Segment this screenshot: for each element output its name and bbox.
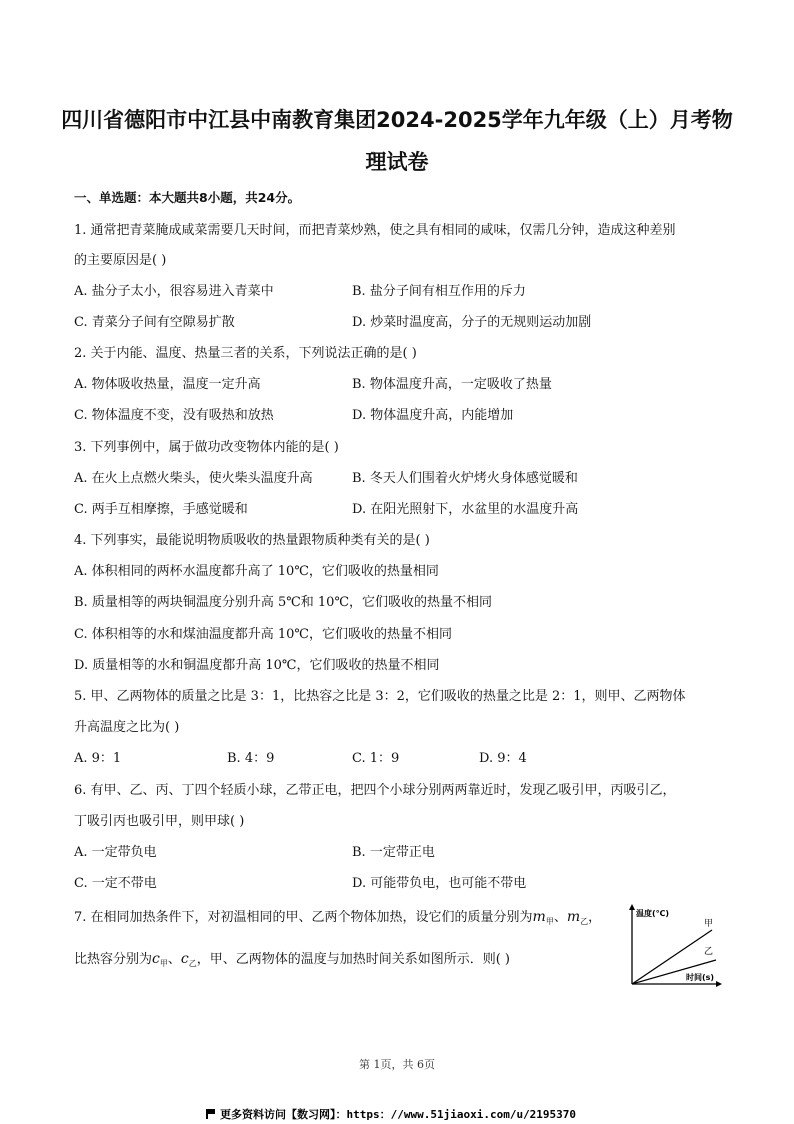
q1-stem-line1: 1. 通常把青菜腌成咸菜需要几天时间，而把青菜炒熟，使之具有相同的咸味，仅需几分钟，造成这种差别	[74, 223, 676, 238]
q7-c-separator: 、	[167, 952, 181, 967]
q6-option-a: A. 一定带负电	[74, 845, 157, 860]
q7-c-symbol-jia: c	[152, 951, 160, 967]
q7-comma: ，	[588, 910, 602, 925]
q5-option-a: A. 9：1	[74, 751, 122, 766]
q5-option-c: C. 1：9	[352, 751, 400, 766]
page-footer: 第 1页，共 6页	[359, 1058, 435, 1071]
graph-x-label: 时间(s)	[686, 973, 715, 982]
q3-option-b: B. 冬天人们围着火炉烤火身体感觉暖和	[352, 471, 578, 486]
q5-option-b: B. 4：9	[227, 751, 275, 766]
graph-y-arrow	[629, 904, 635, 910]
q5-stem-line2: 升高温度之比为( )	[74, 720, 180, 735]
q7-sub-jia: 甲	[545, 917, 554, 926]
q2-stem: 2. 关于内能、温度、热量三者的关系，下列说法正确的是( )	[74, 346, 417, 361]
promo-text[interactable]: 更多资料访问【数习网】：https：//www.51jiaoxi.com/u/2195370	[220, 1108, 577, 1121]
promo-line	[206, 1106, 576, 1122]
graph-label-jia: 甲	[704, 919, 714, 929]
q7-c-sub-yi: 乙	[188, 959, 197, 968]
q6-stem-line2: 丁吸引丙也吸引甲，则甲球( )	[74, 814, 245, 829]
q7-separator: 、	[553, 910, 567, 925]
q2-option-b: B. 物体温度升高，一定吸收了热量	[352, 377, 552, 392]
q7-sub-yi: 乙	[580, 917, 589, 926]
q7-stem-text3: ，甲、乙两物体的温度与加热时间关系如图所示．则( )	[196, 952, 510, 967]
q7-stem-line2	[74, 948, 510, 969]
q7-mass-symbol-jia: m	[532, 909, 546, 925]
q1-option-b: B. 盐分子间有相互作用的斥力	[352, 284, 526, 299]
graph-x-arrow	[716, 981, 722, 987]
q2-option-a: A. 物体吸收热量，温度一定升高	[74, 377, 261, 392]
paper-title-line1: 四川省德阳市中江县中南教育集团2024-2025学年九年级（上）月考物	[61, 108, 733, 132]
q3-option-a: A. 在火上点燃火柴头，使火柴头温度升高	[74, 471, 313, 486]
q2-option-c: C. 物体温度不变，没有吸热和放热	[74, 408, 274, 423]
q7-c-sub-jia: 甲	[159, 959, 168, 968]
q4-stem: 4. 下列事实，最能说明物质吸收的热量跟物质种类有关的是( )	[74, 533, 430, 548]
q5-stem-line1: 5. 甲、乙两物体的质量之比是 3：1，比热容之比是 3：2，它们吸收的热量之比是 2：1，则甲、乙两物体	[74, 689, 686, 704]
q7-stem-line1	[74, 906, 601, 927]
q1-option-d: D. 炒菜时温度高，分子的无规则运动加剧	[352, 315, 592, 330]
q2-option-d: D. 物体温度升高，内能增加	[352, 408, 514, 423]
q3-option-c: C. 两手互相摩擦，手感觉暖和	[74, 502, 248, 517]
q1-option-a: A. 盐分子太小，很容易进入青菜中	[74, 284, 274, 299]
q6-option-b: B. 一定带正电	[352, 845, 435, 860]
section-heading: 一、单选题：本大题共8小题，共24分。	[74, 190, 301, 205]
q3-option-d: D. 在阳光照射下，水盆里的水温度升高	[352, 502, 579, 517]
graph-label-yi: 乙	[704, 947, 714, 957]
q4-option-d: D. 质量相等的水和铜温度都升高 10℃，它们吸收的热量不相同	[74, 658, 440, 673]
paper-title-line2: 理试卷	[365, 150, 429, 174]
q6-option-d: D. 可能带负电，也可能不带电	[352, 876, 527, 891]
flag-icon	[206, 1109, 216, 1119]
q7-temperature-time-graph	[624, 902, 724, 990]
q7-mass-symbol-yi: m	[566, 909, 581, 925]
q4-option-c: C. 体积相等的水和煤油温度都升高 10℃，它们吸收的热量不相同	[74, 627, 452, 642]
q7-stem-text1: 7. 在相同加热条件下，对初温相同的甲、乙两个物体加热，设它们的质量分别为	[74, 910, 533, 925]
graph-y-label: 温度(℃)	[636, 909, 669, 918]
q6-stem-line1: 6. 有甲、乙、丙、丁四个轻质小球，乙带正电，把四个小球分别两两靠近时，发现乙吸引甲，丙吸引乙，	[74, 783, 676, 798]
q5-option-d: D. 9：4	[479, 751, 527, 766]
q4-option-a: A. 体积相同的两杯水温度都升高了 10℃，它们吸收的热量相同	[74, 564, 439, 579]
q7-stem-text2: 比热容分别为	[74, 952, 153, 967]
q6-option-c: C. 一定不带电	[74, 876, 157, 891]
q7-c-symbol-yi: c	[180, 951, 189, 967]
q1-option-c: C. 青菜分子间有空隙易扩散	[74, 315, 235, 330]
q1-stem-line2: 的主要原因是( )	[74, 253, 167, 268]
q4-option-b: B. 质量相等的两块铜温度分别升高 5℃和 10℃，它们吸收的热量不相同	[74, 595, 492, 610]
q3-stem: 3. 下列事例中，属于做功改变物体内能的是( )	[74, 440, 339, 455]
